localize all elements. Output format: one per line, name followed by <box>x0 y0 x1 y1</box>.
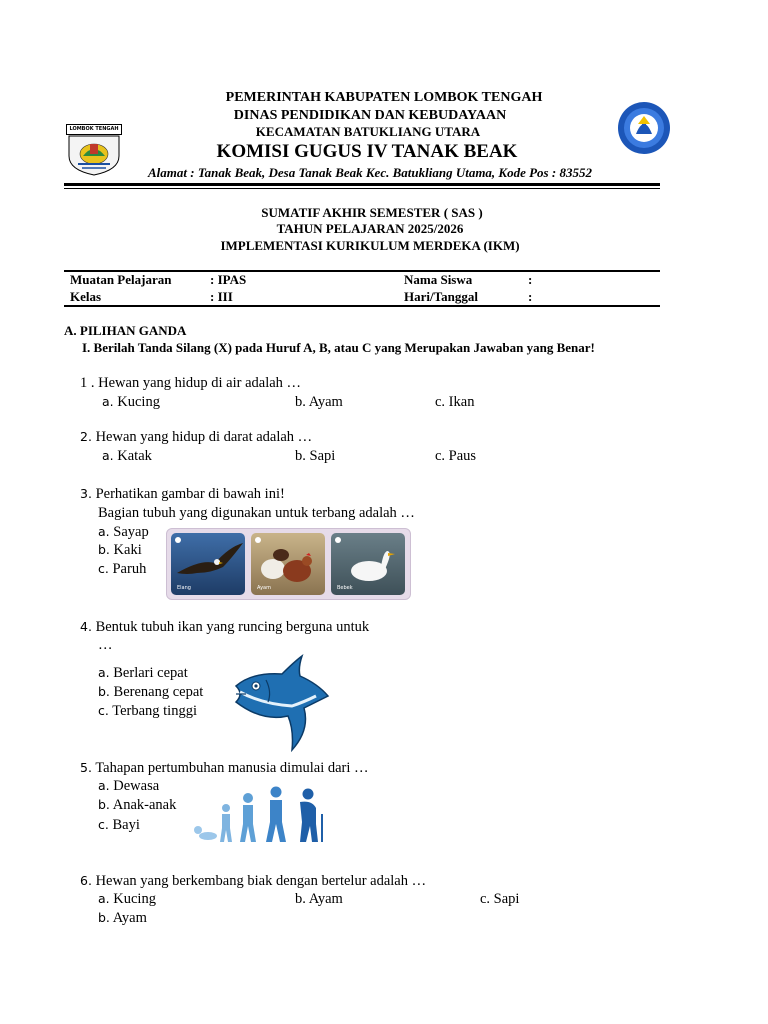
option-a[interactable]: Kucing <box>117 394 160 410</box>
option-label-b: b. <box>98 797 110 812</box>
subject-value: : IPAS <box>210 272 247 287</box>
logo-caption: LOMBOK TENGAH <box>66 124 122 135</box>
option-b[interactable]: Anak-anak <box>112 797 177 813</box>
option-c[interactable]: c. Sapi <box>480 891 520 907</box>
photo-caption: Bebek <box>337 585 353 591</box>
question-number: 5. <box>80 760 92 775</box>
tuna-fish-icon <box>232 652 332 752</box>
option-b[interactable]: Kaki <box>113 542 142 558</box>
option-label-c: c. <box>98 703 109 718</box>
photo-caption: Ayam <box>257 585 271 591</box>
option-a[interactable]: Sayap <box>113 524 149 540</box>
option-c[interactable]: c. Ikan <box>435 394 475 410</box>
option-label-b: b. <box>98 684 110 699</box>
dept-line: DINAS PENDIDIKAN DAN KEBUDAYAAN <box>233 108 507 123</box>
option-c[interactable]: c. Paus <box>435 448 477 464</box>
option-label-c: c. <box>98 817 109 832</box>
subject-label: Muatan Pelajaran <box>70 272 172 287</box>
option-c[interactable]: Terbang tinggi <box>112 703 197 719</box>
option-a[interactable]: Kucing <box>113 891 156 907</box>
letterhead-rule-thin <box>64 188 660 189</box>
exam-title: SUMATIF AKHIR SEMESTER ( SAS ) <box>261 205 483 220</box>
duck-photo <box>331 533 405 595</box>
option-label-a: a. <box>98 524 110 539</box>
option-b[interactable]: b. Ayam <box>295 891 343 907</box>
name-label: Nama Siswa <box>404 272 473 287</box>
district-line: KECAMATAN BATUKLIANG UTARA <box>255 124 481 139</box>
question-number: 2. <box>80 429 92 444</box>
photo-caption: Elang <box>177 585 191 591</box>
gov-line: PEMERINTAH KABUPATEN LOMBOK TENGAH <box>225 90 543 105</box>
option-a[interactable]: Katak <box>117 448 152 464</box>
option-c[interactable]: Paruh <box>112 561 147 577</box>
question-text: Bentuk tubuh ikan yang runcing berguna untuk <box>95 619 370 635</box>
section-title: A. PILIHAN GANDA <box>64 323 187 338</box>
date-value: : <box>528 289 533 304</box>
eagle-photo <box>171 533 245 595</box>
question-text: Tahapan pertumbuhan manusia dimulai dari … <box>95 760 369 776</box>
question-text: Hewan yang hidup di darat adalah … <box>95 429 313 445</box>
question-text-2: … <box>98 637 113 653</box>
info-rule-bottom <box>64 305 660 307</box>
question-text: Perhatikan gambar di bawah ini! <box>95 486 285 502</box>
option-label-a: a. <box>102 394 114 409</box>
option-label-a: a. <box>98 665 110 680</box>
question-text: Hewan yang berkembang biak dengan bertelur adalah … <box>95 873 427 889</box>
date-label: Hari/Tanggal <box>404 289 478 304</box>
option-b[interactable]: b. Ayam <box>295 394 343 410</box>
exam-curriculum: IMPLEMENTASI KURIKULUM MERDEKA (IKM) <box>220 238 520 253</box>
section-instruction: I. Berilah Tanda Silang (X) pada Huruf A, B, atau C yang Merupakan Jawaban yang Benar! <box>82 340 595 355</box>
letterhead-title: KOMISI GUGUS IV TANAK BEAK <box>216 141 518 162</box>
animal-photo-strip <box>166 528 411 600</box>
human-growth-stages-icon <box>190 784 330 844</box>
option-a[interactable]: Dewasa <box>113 778 160 794</box>
letterhead-rule-thick <box>64 183 660 186</box>
class-label: Kelas <box>70 289 102 304</box>
exam-year: TAHUN PELAJARAN 2025/2026 <box>276 221 464 236</box>
question-number: 3. <box>80 486 92 501</box>
question-number: 1 . <box>80 375 95 391</box>
name-value: : <box>528 272 533 287</box>
option-label-a: a. <box>102 448 114 463</box>
option-label-c: c. <box>98 561 109 576</box>
question-number: 4. <box>80 619 92 634</box>
option-label-a: a. <box>98 891 110 906</box>
option-c[interactable]: Bayi <box>112 817 140 833</box>
option-label-a: a. <box>98 778 110 793</box>
option-b[interactable]: b. Sapi <box>295 448 336 464</box>
address-line: Alamat : Tanak Beak, Desa Tanak Beak Kec. Batukliang Utama, Kode Pos : 83552 <box>148 165 592 180</box>
question-number: 6. <box>80 873 92 888</box>
option-label-d: b. <box>98 910 110 925</box>
question-text: Hewan yang hidup di air adalah … <box>98 375 302 391</box>
chicken-photo <box>251 533 325 595</box>
option-a[interactable]: Berlari cepat <box>113 665 188 681</box>
option-d[interactable]: Ayam <box>112 910 147 926</box>
class-value: : III <box>210 289 233 304</box>
question-text-2: Bagian tubuh yang digunakan untuk terbang adalah … <box>98 505 415 521</box>
option-b[interactable]: Berenang cepat <box>113 684 204 700</box>
option-label-b: b. <box>98 542 110 557</box>
